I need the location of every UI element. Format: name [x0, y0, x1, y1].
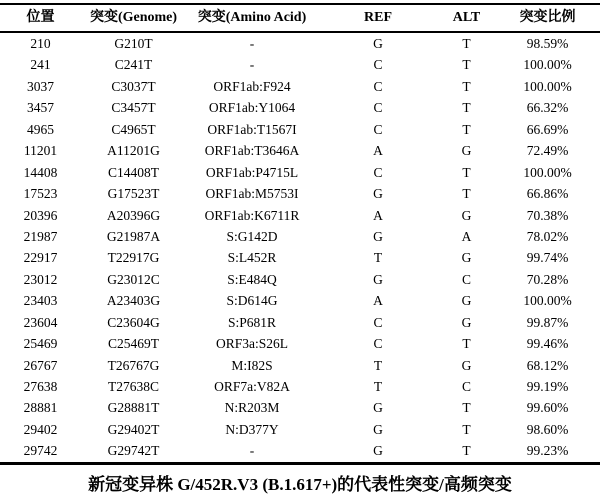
- header-genome: 突变(Genome): [89, 10, 178, 25]
- table-row: [0, 140, 600, 161]
- cell-genome: C3457T: [111, 100, 156, 116]
- table-row: [0, 205, 600, 226]
- cell-alt: G: [461, 143, 472, 159]
- cell-genome: T26767G: [107, 357, 160, 373]
- cell-genome: G29402T: [107, 421, 160, 437]
- cell-amino-acid: N:R203M: [224, 400, 280, 416]
- cell-genome: A23403G: [106, 293, 161, 309]
- cell-alt: T: [462, 443, 471, 459]
- cell-position: 23604: [23, 314, 58, 330]
- cell-ref: T: [373, 357, 383, 373]
- cell-ratio: 70.38%: [526, 207, 569, 223]
- cell-ratio: 100.00%: [523, 57, 572, 73]
- cell-ref: G: [373, 400, 383, 416]
- cell-alt: G: [461, 314, 472, 330]
- cell-ratio: 99.23%: [526, 443, 569, 459]
- cell-amino-acid: -: [249, 57, 255, 73]
- cell-ratio: 99.19%: [526, 379, 569, 394]
- cell-amino-acid: ORF7a:V82A: [214, 379, 290, 394]
- cell-position: 4965: [27, 121, 54, 137]
- cell-alt: T: [462, 100, 471, 116]
- table-row: [0, 290, 600, 311]
- cell-ratio: 66.86%: [526, 186, 569, 202]
- cell-ratio: 98.60%: [526, 421, 569, 437]
- cell-genome: C14408T: [107, 164, 159, 180]
- cell-position: 3457: [27, 100, 54, 116]
- cell-position: 20396: [23, 207, 58, 223]
- cell-genome: C241T: [114, 57, 153, 73]
- cell-position: 22917: [23, 250, 58, 266]
- cell-ratio: 72.49%: [526, 143, 569, 159]
- table-row: [0, 355, 600, 376]
- cell-amino-acid: ORF1ab:K6711R: [204, 207, 300, 223]
- cell-amino-acid: ORF1ab:F924: [213, 78, 291, 94]
- cell-ref: C: [373, 121, 383, 137]
- header-ratio: 突变比例: [519, 10, 576, 25]
- table-caption: 新冠变异株 G/452R.V3 (B.1.617+)的代表性突变/高频突变: [88, 474, 512, 494]
- cell-amino-acid: S:D614G: [226, 293, 278, 309]
- cell-position: 25469: [23, 336, 58, 352]
- cell-alt: T: [462, 57, 471, 73]
- mutation-table: [0, 3, 600, 465]
- table-header-row: [0, 5, 600, 33]
- cell-genome: G21987A: [106, 228, 161, 244]
- cell-genome: G29742T: [107, 443, 160, 459]
- header-alt: ALT: [452, 10, 481, 25]
- cell-ref: G: [373, 186, 383, 202]
- cell-ratio: 70.28%: [526, 271, 569, 287]
- cell-genome: T22917G: [107, 250, 160, 266]
- cell-position: 23403: [23, 293, 58, 309]
- cell-amino-acid: S:G142D: [226, 228, 278, 244]
- cell-ref: C: [373, 314, 383, 330]
- cell-alt: T: [462, 336, 471, 352]
- table-row: [0, 397, 600, 418]
- table-row: [0, 269, 600, 290]
- table-row: [0, 33, 600, 54]
- table-row: [0, 119, 600, 140]
- cell-alt: T: [462, 186, 471, 202]
- table-row: [0, 226, 600, 247]
- cell-amino-acid: ORF1ab:M5753I: [205, 186, 299, 202]
- cell-ref: G: [373, 421, 383, 437]
- cell-amino-acid: S:E484Q: [227, 271, 277, 287]
- cell-genome: G210T: [114, 36, 153, 51]
- cell-position: 21987: [23, 228, 58, 244]
- cell-amino-acid: ORF3a:S26L: [215, 336, 288, 352]
- cell-genome: C4965T: [111, 121, 156, 137]
- table-row: [0, 440, 600, 461]
- cell-alt: T: [462, 78, 471, 94]
- cell-alt: G: [461, 357, 472, 373]
- cell-ref: A: [373, 293, 383, 309]
- cell-genome: C25469T: [107, 336, 159, 352]
- cell-ref: A: [373, 143, 383, 159]
- table-body: [0, 33, 600, 462]
- cell-ratio: 98.59%: [526, 36, 569, 51]
- cell-position: 28881: [23, 400, 58, 416]
- cell-ref: C: [373, 164, 383, 180]
- table-row: [0, 376, 600, 397]
- cell-genome: G17523T: [107, 186, 160, 202]
- cell-position: 3037: [27, 78, 54, 94]
- cell-genome: G23012C: [107, 271, 160, 287]
- cell-ref: G: [373, 36, 383, 51]
- cell-position: 23012: [23, 271, 58, 287]
- cell-alt: G: [461, 250, 472, 266]
- cell-genome: C23604G: [107, 314, 160, 330]
- table-row: [0, 247, 600, 268]
- header-ref: REF: [364, 10, 392, 25]
- cell-ref: G: [373, 443, 383, 459]
- table-row: [0, 97, 600, 118]
- cell-ratio: 99.46%: [526, 336, 569, 352]
- cell-alt: T: [462, 421, 471, 437]
- table-row: [0, 312, 600, 333]
- cell-ratio: 100.00%: [523, 78, 572, 94]
- table-row: [0, 162, 600, 183]
- cell-ref: C: [373, 78, 383, 94]
- cell-ratio: 99.74%: [526, 250, 569, 266]
- cell-position: 11201: [23, 143, 58, 159]
- table-row: [0, 183, 600, 204]
- cell-amino-acid: ORF1ab:T1567I: [207, 121, 297, 137]
- cell-genome: T27638C: [107, 379, 159, 394]
- cell-alt: G: [461, 293, 472, 309]
- cell-amino-acid: M:I82S: [231, 357, 273, 373]
- header-amino-acid: 突变(Amino Acid): [197, 10, 307, 25]
- cell-ratio: 100.00%: [523, 164, 572, 180]
- cell-amino-acid: N:D377Y: [225, 421, 279, 437]
- cell-position: 27638: [23, 379, 58, 394]
- cell-genome: A11201G: [107, 143, 160, 159]
- cell-genome: A20396G: [106, 207, 161, 223]
- cell-ratio: 100.00%: [523, 293, 572, 309]
- cell-ref: G: [373, 228, 383, 244]
- table-row: [0, 419, 600, 440]
- cell-amino-acid: S:P681R: [227, 314, 277, 330]
- cell-position: 29402: [23, 421, 58, 437]
- cell-ratio: 78.02%: [526, 228, 569, 244]
- table-row: [0, 333, 600, 354]
- cell-amino-acid: ORF1ab:P4715L: [205, 164, 299, 180]
- cell-ref: T: [373, 250, 383, 266]
- cell-alt: T: [462, 36, 471, 51]
- cell-position: 29742: [23, 443, 58, 459]
- cell-amino-acid: -: [249, 36, 255, 51]
- cell-ref: C: [373, 336, 383, 352]
- cell-alt: T: [462, 121, 471, 137]
- cell-position: 210: [30, 36, 51, 51]
- cell-alt: T: [462, 164, 471, 180]
- cell-amino-acid: S:L452R: [227, 250, 277, 266]
- cell-ratio: 99.87%: [526, 314, 569, 330]
- cell-position: 241: [30, 57, 51, 73]
- cell-ref: C: [373, 57, 383, 73]
- cell-alt: G: [461, 207, 472, 223]
- cell-position: 14408: [23, 164, 58, 180]
- cell-alt: T: [462, 400, 471, 416]
- cell-alt: C: [461, 379, 471, 394]
- cell-position: 17523: [23, 186, 58, 202]
- cell-ref: G: [373, 271, 383, 287]
- cell-genome: G28881T: [107, 400, 160, 416]
- table-row: [0, 54, 600, 75]
- cell-ref: T: [373, 379, 383, 394]
- cell-genome: C3037T: [111, 78, 156, 94]
- cell-alt: C: [461, 271, 471, 287]
- cell-ratio: 99.60%: [526, 400, 569, 416]
- cell-amino-acid: ORF1ab:Y1064: [208, 100, 296, 116]
- cell-ratio: 68.12%: [526, 357, 569, 373]
- cell-ratio: 66.32%: [526, 100, 569, 116]
- cell-amino-acid: ORF1ab:T3646A: [204, 143, 300, 159]
- table-row: [0, 76, 600, 97]
- cell-ratio: 66.69%: [526, 121, 569, 137]
- cell-position: 26767: [23, 357, 58, 373]
- cell-alt: A: [461, 228, 472, 244]
- cell-ref: A: [373, 207, 383, 223]
- cell-amino-acid: -: [249, 443, 255, 459]
- header-position: 位置: [26, 10, 55, 25]
- cell-ref: C: [373, 100, 383, 116]
